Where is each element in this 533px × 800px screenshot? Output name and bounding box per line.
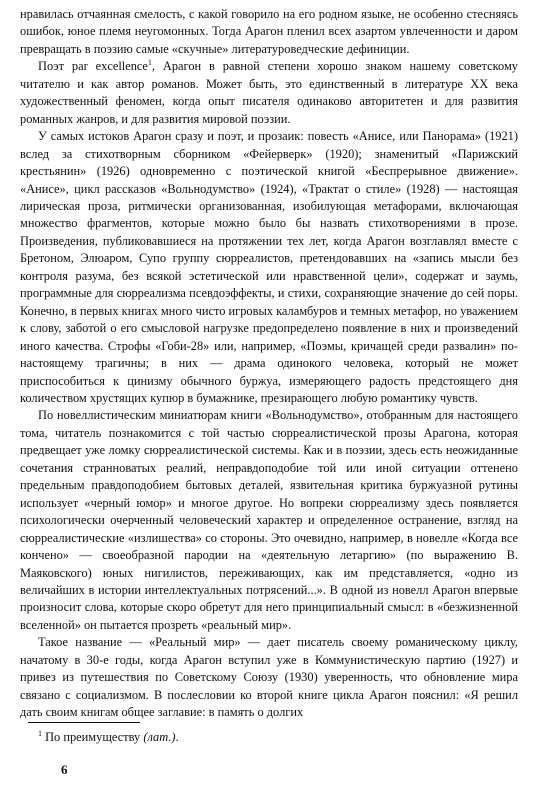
paragraph-2-start: Поэт par excellence — [38, 59, 148, 74]
footnote-reference: 1 — [147, 58, 152, 68]
paragraph-5: Такое название — «Реальный мир» — дает писатель своему романическому циклу, начатому в 30-е годы, когда Арагон вступил уже в Коммунистическую партию (1927) и привез из путешествия по Советскому Союзу (1930) уверенность, что обновление мира связано с социализмом. В послесловии ко второй книге цикла Арагон пояснил: «Я решил дать своим книгам общее заглавие: в память о долгих — [20, 635, 518, 720]
page-number: 6 — [61, 762, 68, 777]
paragraph-4: По новеллистическим миниатюрам книги «Вольнодумство», отобранным для настоящего тома, читатель познакомится с той частью сюрреалистической прозы Арагона, которая предвещает уже ломку сюрреалистической системы. Как и в поэзии, здесь есть неожиданные сочетания странноватых реалий, неправдоподобие той или иной ситуации оттенено предельным правдоподобием бытовых деталей, язвительная критика буржуазной рутины использует «черный юмор» и многое другое. Но вопреки сюрреализму здесь появляется психологически очерченный человеческий характер и определенное остранение, взгляд на сюрреалистические «излишества» со стороны. Это очевидно, например, в новелле «Когда все кончено» — своеобразной пародии на «деятельную летаргию» (по выражению В. Маяковского) юных нигилистов, переживающих, как им представляется, «одно из величайших в истории интеллектуальных потрясений...». В одной из новелл Арагон впервые произносит слова, которые скоро обретут для него принципиальный смысл: в «безжизненной вселенной» он пытается прозреть «реальный мир». — [20, 408, 518, 632]
body-text — [20, 6, 518, 722]
footnote-text: По преимуществу — [45, 730, 141, 744]
footnote-language-note: (лат.) — [143, 730, 176, 744]
paragraph-1: нравилась отчаянная смелость, с какой говорило на его родном языке, не особенно стесняясь ошибок, юное племя неугомонных. Тогда Арагон пленил всех азартом увлеченности и даром превращать в поэзию самые «скучные» литературоведческие дефиниции. — [20, 7, 518, 56]
footnote-divider — [28, 722, 140, 723]
footnote — [38, 729, 179, 745]
paragraph-3: У самых истоков Арагон сразу и поэт, и прозаик: повесть «Анисе, или Панорама» (1921) вслед за стихотворным сборником «Фейерверк» (1920); знаменитый «Парижский крестьянин» (1926) одновременно с поэтической книгой «Беспрерывное движение». «Анисе», цикл рассказов «Вольнодумство» (1924), «Трактат о стиле» (1928) — настоящая лирическая проза, ритмически организованная, изобилующая метафорами, включающая множество фрагментов, которые можно было бы назвать стихотворениями в прозе. Произведения, публиковавшиеся на протяжении тех лет, когда Арагон возглавлял вместе с Бретоном, Элюаром, Супо группу сюрреалистов, претендовавших на «запись мысли без контроля разума, без всякой эстетической или нравственной цели», содержат и заумь, программные для сюрреализма псевдоэффекты, и стихи, сохраняющие значение до сей поры. Конечно, в первых книгах много чисто игровых каламбуров и темных метафор, но уважением к слову, заботой о его смысловой нагрузке предопределено появление в них и произведений иного качества. Строфы «Гоби-28» или, например, «Поэмы, кричащей среди развалин» по-настоящему трагичны; в них — драма одинокого человека, который не может приспособиться к цинизму обычного буржуа, измеряющего радость предстоящего дня количеством хрустящих купюр в бумажнике, презирающего любую романтику чувств. — [20, 129, 518, 405]
paragraph-2 — [20, 58, 518, 128]
footnote-period: . — [175, 730, 179, 744]
paragraph-2-rest: , Арагон в равной степени хорошо знаком нашему советскому читателю и как автор романов. Может быть, это единственный в литературе XX века художественный феномен, когда опыт писателя одинаково авторитетен и для развития романных жанров, и для развития мировой поэзии. — [20, 59, 518, 126]
footnote-marker: 1 — [38, 728, 42, 738]
